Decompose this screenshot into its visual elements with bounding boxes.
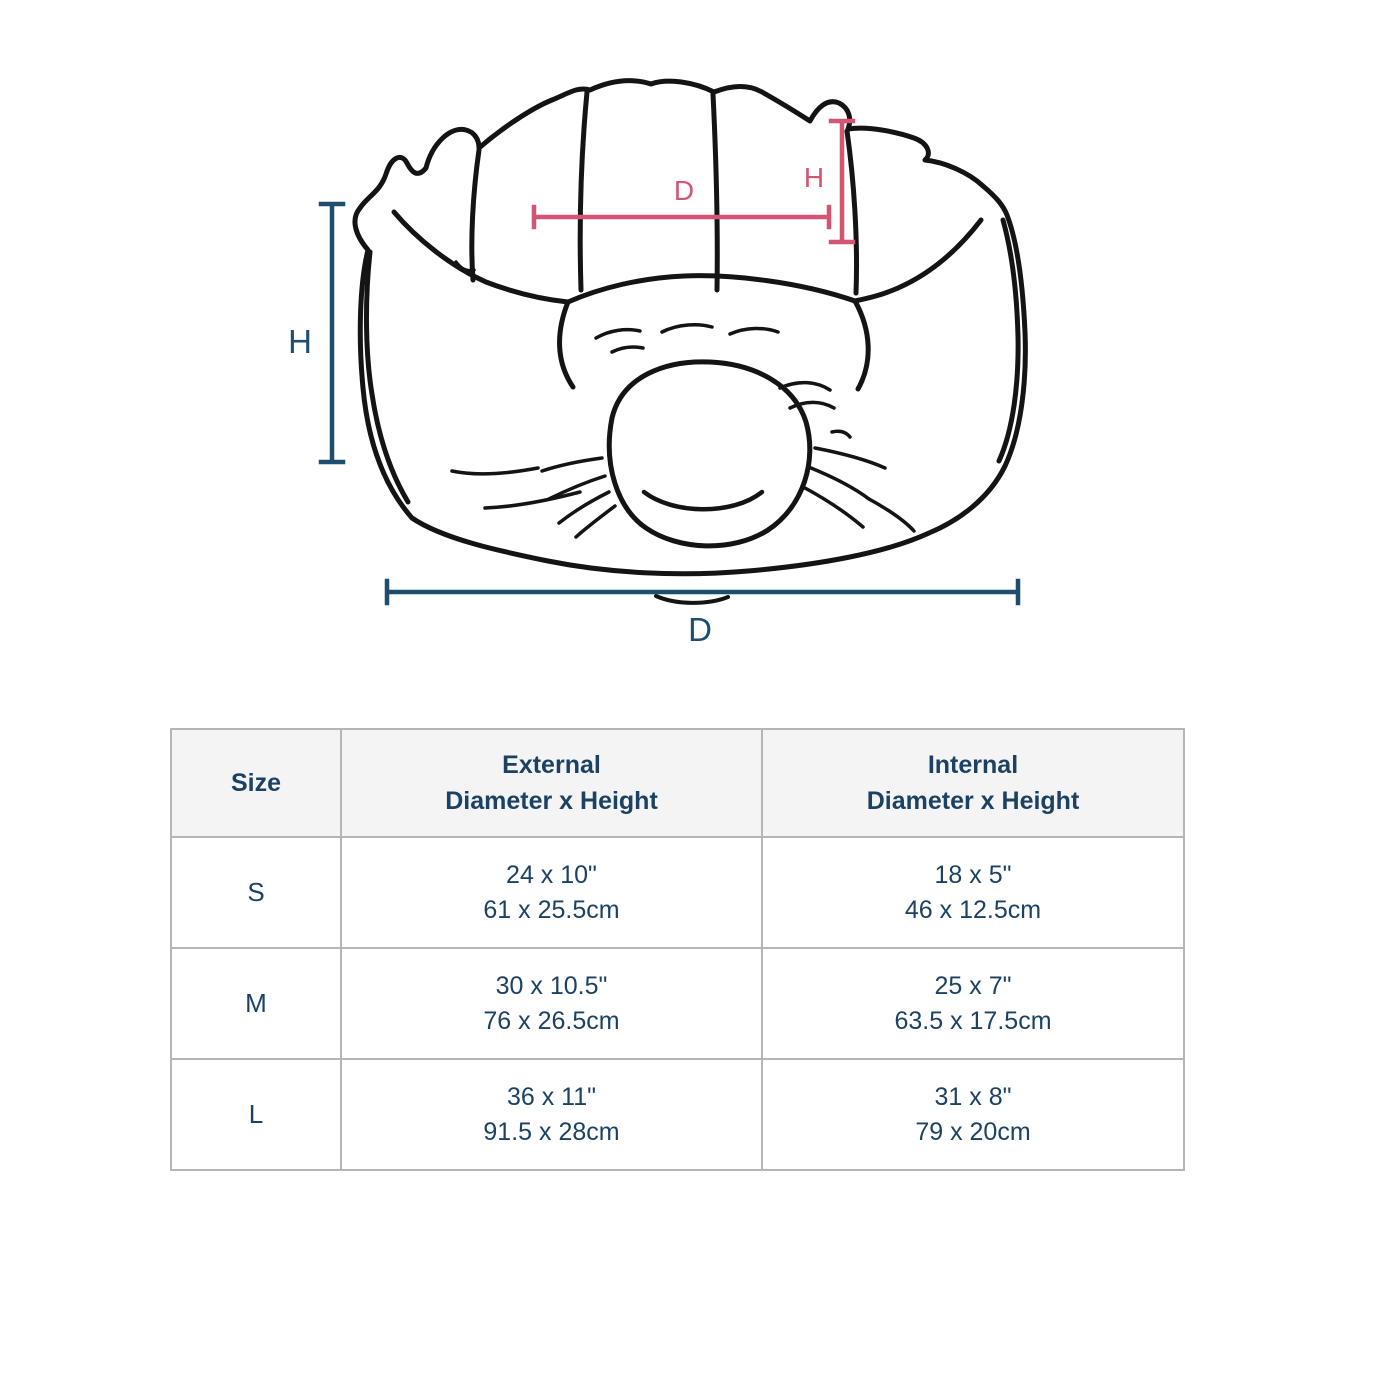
size-value: M (171, 948, 341, 1059)
internal-height-label: H (803, 162, 825, 193)
column-header-size: Size (171, 729, 341, 837)
internal-inches: 31 x 8" (934, 1082, 1012, 1111)
column-header-external-line2: Diameter x Height (445, 787, 658, 815)
column-header-internal-line1: Internal (927, 751, 1019, 779)
external-height-label: H (288, 323, 312, 360)
internal-inches: 18 x 5" (934, 860, 1012, 889)
external-diameter-line (387, 581, 1018, 603)
external-centimetres: 76 x 26.5cm (483, 1006, 620, 1035)
internal-dimensions (762, 1059, 1184, 1170)
internal-dimensions (762, 837, 1184, 948)
internal-dimensions (762, 948, 1184, 1059)
external-dimensions (341, 1059, 762, 1170)
internal-diameter-label: D (673, 175, 695, 206)
external-inches: 24 x 10" (506, 860, 597, 889)
table-row-small (171, 837, 1184, 948)
internal-centimetres: 79 x 20cm (915, 1117, 1031, 1146)
external-centimetres: 61 x 25.5cm (483, 895, 620, 924)
column-header-internal (762, 729, 1184, 837)
table-row-medium (171, 948, 1184, 1059)
internal-centimetres: 63.5 x 17.5cm (894, 1006, 1052, 1035)
column-header-external (341, 729, 762, 837)
size-value: S (171, 837, 341, 948)
external-diameter-label: D (688, 611, 712, 648)
internal-centimetres: 46 x 12.5cm (904, 895, 1042, 924)
front-wrinkle (656, 596, 728, 603)
external-dimensions (341, 837, 762, 948)
size-table (170, 728, 1185, 1171)
external-inches: 30 x 10.5" (495, 971, 608, 1000)
external-dimensions (341, 948, 762, 1059)
external-inches: 36 x 11" (506, 1082, 597, 1111)
bed-outer-outline (355, 81, 1025, 574)
size-table-header-row (171, 729, 1184, 837)
pet-bed-illustration (280, 40, 1100, 660)
size-value: L (171, 1059, 341, 1170)
external-centimetres: 91.5 x 28cm (483, 1117, 620, 1146)
external-height-line (321, 204, 343, 462)
column-header-internal-line2: Diameter x Height (866, 787, 1080, 815)
table-row-large (171, 1059, 1184, 1170)
pet-bed-diagram (280, 40, 1100, 660)
bed-line-art (355, 81, 1025, 603)
column-header-external-line1: External (502, 751, 601, 779)
internal-inches: 25 x 7" (934, 971, 1012, 1000)
